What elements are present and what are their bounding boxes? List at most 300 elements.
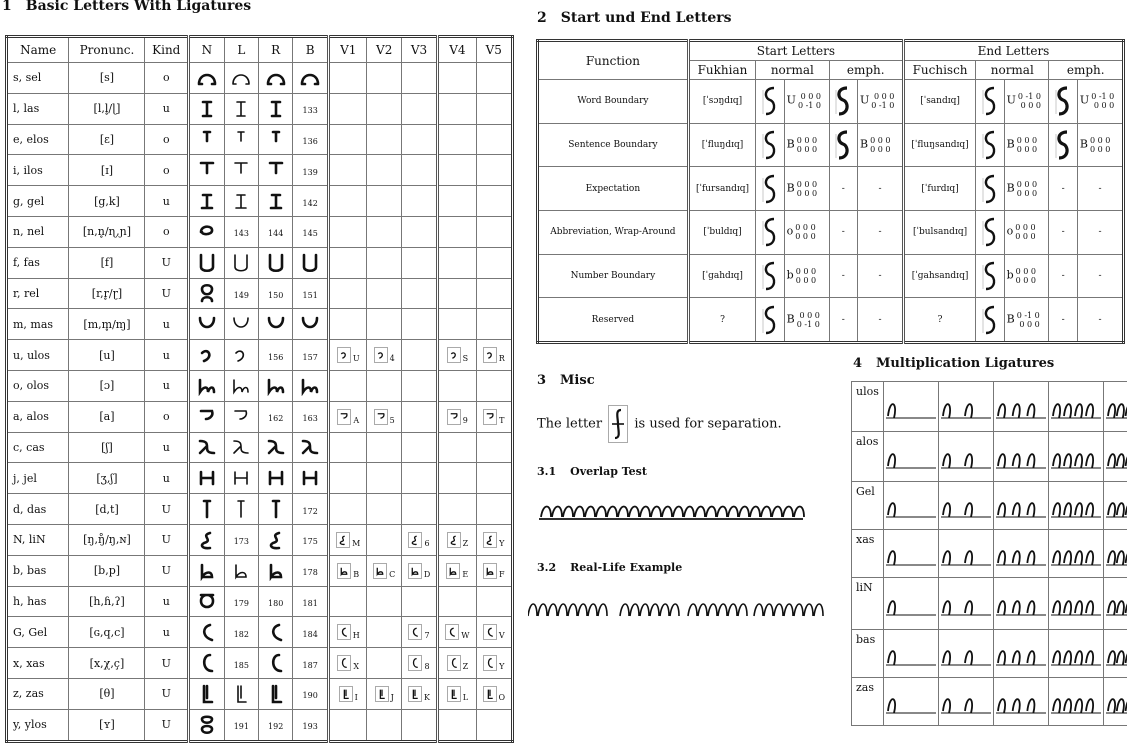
cell-v3 [401, 370, 437, 401]
cell-n [189, 401, 225, 432]
cell-v4 [438, 555, 476, 586]
kind: o [145, 155, 189, 186]
kind: U [145, 524, 189, 555]
cell-v4 [438, 216, 476, 247]
cell-r [259, 278, 293, 309]
table-row [7, 555, 513, 586]
script-glyph-icon [196, 622, 218, 642]
cell-n [189, 678, 225, 709]
ligature-glyph-icon [374, 347, 388, 363]
kind: u [145, 340, 189, 371]
cell-v5 [476, 648, 512, 679]
separator-letter-glyph [608, 405, 628, 443]
cell-b [293, 432, 329, 463]
table-row [7, 617, 513, 648]
ligature-cell [993, 482, 1048, 530]
cell-v1 [329, 93, 367, 124]
ligature-cell [1048, 482, 1103, 530]
script-glyph-icon [196, 499, 218, 519]
cell-b [293, 124, 329, 155]
end-normal-matrix [1004, 298, 1049, 343]
ligature-cell [1048, 382, 1103, 432]
pronunciation: [n,n̥/ɳ,ɲ] [69, 216, 145, 247]
cell-v2 [367, 432, 402, 463]
multiplication-glyph-icon [939, 388, 993, 426]
matrix-row: 0 -1 0 [796, 319, 820, 329]
ligature-code: 187 [302, 660, 318, 670]
cell-v1 [329, 586, 367, 617]
letter-name: g, gel [7, 186, 69, 217]
kind: U [145, 678, 189, 709]
letter-name: o, olos [7, 370, 69, 401]
section-3-2-title: 3.2 Real-Life Example [537, 561, 683, 574]
variant-code: 4 [389, 354, 395, 364]
col-header: Name [7, 37, 69, 63]
table-row [7, 678, 513, 709]
start-normal-matrix [784, 210, 829, 254]
script-glyph-icon [230, 191, 252, 211]
script-glyph-icon [265, 437, 287, 457]
script-glyph-icon [230, 561, 252, 581]
multiplication-glyph-icon [939, 535, 993, 573]
cell-b [293, 555, 329, 586]
cell-l [224, 63, 258, 94]
boundary-glyph-icon [980, 128, 1000, 162]
table-row [538, 80, 1124, 124]
cell-v5 [476, 463, 512, 494]
ligature-code: 191 [233, 722, 249, 732]
cell-v3 [401, 340, 437, 371]
cell-b [293, 309, 329, 340]
function-name: Number Boundary [538, 254, 689, 298]
col-header: V3 [401, 37, 437, 63]
cell-v1 [329, 648, 367, 679]
start-end-letters-table [536, 39, 1125, 344]
script-glyph-icon [265, 314, 287, 334]
script-glyph-icon [265, 160, 287, 180]
table-row [852, 432, 1127, 482]
cell-l [224, 494, 258, 525]
multiplication-glyph-icon [884, 585, 938, 623]
cell-v1 [329, 155, 367, 186]
variant-code: Z [462, 662, 469, 672]
letter-name: z, zas [7, 678, 69, 709]
pronunciation: [ʏ] [69, 709, 145, 741]
table-row [7, 155, 513, 186]
ligature-code: 142 [302, 198, 318, 208]
end-normal-glyph [976, 80, 1004, 124]
start-emph-glyph [829, 80, 857, 124]
code-letter: B [860, 137, 869, 151]
ligature-row-label: liN [852, 578, 884, 630]
boundary-glyph-icon [833, 128, 853, 162]
cell-v1 [329, 524, 367, 555]
cell-v4 [438, 494, 476, 525]
multiplication-glyph-icon [939, 585, 993, 623]
cell-b [293, 494, 329, 525]
fuchisch-word: ? [903, 298, 975, 343]
script-glyph-icon [230, 468, 252, 488]
cell-v3 [401, 463, 437, 494]
cell-v5 [476, 216, 512, 247]
script-glyph-icon [196, 653, 218, 673]
ligature-cell [938, 482, 993, 530]
end-emph-matrix: - [1077, 298, 1123, 343]
cell-n [189, 216, 225, 247]
real-life-example-glyphs [528, 592, 828, 628]
pronunciation: [ɢ,q,c] [69, 617, 145, 648]
script-glyph-icon [196, 283, 218, 303]
ligature-cell [1103, 678, 1127, 726]
cell-l [224, 432, 258, 463]
code-letter: U [786, 93, 796, 107]
code-letter: b [1006, 268, 1014, 282]
ligature-cell [883, 382, 938, 432]
script-glyph-icon [196, 129, 218, 149]
matrix-row: 0 0 0 [1090, 144, 1111, 154]
variant-code: D [423, 569, 431, 579]
table-row [7, 340, 513, 371]
letter-name: e, elos [7, 124, 69, 155]
variant-code: 7 [424, 631, 430, 641]
script-glyph-icon [196, 530, 218, 550]
section-3-1-title: 3.1 Overlap Test [537, 465, 647, 478]
letter-name: G, Gel [7, 617, 69, 648]
letter-name: n, nel [7, 216, 69, 247]
ligature-row-label: ulos [852, 382, 884, 432]
multiplication-glyph-icon [1049, 635, 1103, 673]
cell-v3 [401, 247, 437, 278]
ligature-cell [883, 630, 938, 678]
cell-v5 [476, 247, 512, 278]
cell-v1 [329, 278, 367, 309]
pronunciation: [l,l̥/ɭ] [69, 93, 145, 124]
function-name: Reserved [538, 298, 689, 343]
variant-code: E [462, 569, 469, 579]
cell-v5 [476, 401, 512, 432]
ligature-cell [1048, 678, 1103, 726]
ligature-cell [1103, 432, 1127, 482]
cell-v2 [367, 63, 402, 94]
end-normal-matrix [1004, 80, 1049, 124]
pronunciation: [ʒ,ʃ] [69, 463, 145, 494]
multiplication-glyph-icon [1104, 585, 1127, 623]
col-header: V5 [476, 37, 512, 63]
multiplication-glyph-icon [994, 635, 1048, 673]
cell-v1 [329, 309, 367, 340]
ligature-cell [993, 578, 1048, 630]
cell-l [224, 524, 258, 555]
end-emph-glyph [1049, 123, 1077, 167]
cell-b [293, 709, 329, 741]
matrix-row: 0 0 0 [799, 310, 820, 320]
ligature-glyph-icon [483, 624, 497, 640]
cell-v5 [476, 432, 512, 463]
matrix-row: 0 0 0 [1015, 266, 1036, 276]
table-row [538, 210, 1124, 254]
matrix-row: 0 0 0 [1016, 135, 1038, 145]
end-normal-matrix [1004, 254, 1049, 298]
pronunciation: [m,m̥/ɱ] [69, 309, 145, 340]
pronunciation: [ɪ] [69, 155, 145, 186]
col-header: Start Letters [688, 41, 903, 61]
ligature-glyph-icon [483, 686, 497, 702]
cell-r [259, 401, 293, 432]
cell-v5 [476, 278, 512, 309]
cell-v1 [329, 186, 367, 217]
boundary-glyph-icon [760, 128, 780, 162]
cell-r [259, 216, 293, 247]
table-row [7, 247, 513, 278]
cell-l [224, 186, 258, 217]
ligature-code: 179 [233, 598, 249, 608]
multiplication-glyph-icon [994, 438, 1048, 476]
multiplication-glyph-icon [884, 683, 938, 721]
end-emph-matrix: - [1077, 210, 1123, 254]
cell-l [224, 278, 258, 309]
cell-v4 [438, 370, 476, 401]
matrix-row: 0 0 0 [795, 275, 817, 285]
col-header: emph. [1049, 61, 1124, 80]
cell-v2 [367, 340, 402, 371]
variant-code: Y [499, 538, 505, 548]
code-letter: U [860, 93, 870, 107]
cell-l [224, 370, 258, 401]
cell-b [293, 278, 329, 309]
col-header: Pronunc. [69, 37, 145, 63]
ligature-cell [1103, 482, 1127, 530]
misc-separation-text: The letter is used for separation. [537, 405, 782, 443]
cell-v1 [329, 340, 367, 371]
cell-v5 [476, 186, 512, 217]
letter-name: f, fas [7, 247, 69, 278]
ligature-cell [938, 678, 993, 726]
fuchisch-word: [ˈfurdɪq] [903, 167, 975, 211]
kind: U [145, 278, 189, 309]
cell-v3 [401, 494, 437, 525]
cell-v2 [367, 278, 402, 309]
cell-v2 [367, 93, 402, 124]
letter-name: b, bas [7, 555, 69, 586]
fuchisch-word: [ˈbulsandɪq] [903, 210, 975, 254]
code-letter: U [1006, 93, 1016, 107]
cell-n [189, 463, 225, 494]
cell-r [259, 309, 293, 340]
script-glyph-icon [196, 345, 218, 365]
ligature-code: 162 [268, 414, 284, 424]
multiplication-glyph-icon [994, 487, 1048, 525]
ligature-code: 173 [233, 537, 249, 547]
script-glyph-icon [196, 191, 218, 211]
code-letter: B [1006, 312, 1015, 326]
ligature-glyph-icon [337, 347, 351, 363]
table-header-row [7, 37, 513, 63]
cell-v5 [476, 586, 512, 617]
cell-r [259, 155, 293, 186]
kind: U [145, 555, 189, 586]
pronunciation: [x,χ,ç] [69, 648, 145, 679]
start-emph-glyph [829, 123, 857, 167]
matrix-row: 0 0 0 [1093, 101, 1115, 111]
table-row [852, 482, 1127, 530]
cell-n [189, 524, 225, 555]
kind: U [145, 494, 189, 525]
matrix-row: 0 0 0 [795, 266, 817, 276]
ligature-cell [938, 382, 993, 432]
cell-v2 [367, 401, 402, 432]
ligature-cell [938, 530, 993, 578]
cell-v5 [476, 494, 512, 525]
cell-v4 [438, 709, 476, 741]
ligature-glyph-icon [447, 532, 461, 548]
cell-v4 [438, 432, 476, 463]
cell-v4 [438, 678, 476, 709]
pronunciation: [d,t] [69, 494, 145, 525]
cell-v3 [401, 678, 437, 709]
cell-v5 [476, 309, 512, 340]
ligature-code: 181 [302, 598, 318, 608]
cell-v4 [438, 124, 476, 155]
letter-name: l, las [7, 93, 69, 124]
cell-r [259, 63, 293, 94]
ligature-cell [993, 630, 1048, 678]
cell-v5 [476, 678, 512, 709]
cell-r [259, 124, 293, 155]
code-letter: B [1006, 137, 1015, 151]
cell-l [224, 216, 258, 247]
table-row [7, 309, 513, 340]
script-glyph-icon [265, 561, 287, 581]
table-row [7, 494, 513, 525]
script-glyph-icon [196, 715, 218, 735]
cell-v3 [401, 432, 437, 463]
cell-r [259, 678, 293, 709]
cell-v1 [329, 555, 367, 586]
cell-v4 [438, 401, 476, 432]
cell-v2 [367, 186, 402, 217]
start-normal-glyph [756, 210, 784, 254]
matrix-row: 0 0 0 [795, 232, 816, 242]
matrix-row: 0 0 0 [796, 135, 818, 145]
multiplication-glyph-icon [1049, 585, 1103, 623]
cell-v1 [329, 370, 367, 401]
multiplication-glyph-icon [994, 683, 1048, 721]
table-row [7, 278, 513, 309]
cell-n [189, 309, 225, 340]
cell-v2 [367, 124, 402, 155]
cell-l [224, 463, 258, 494]
matrix-row: 0 0 0 [795, 223, 816, 233]
multiplication-glyph-icon [1104, 535, 1127, 573]
start-normal-glyph [756, 167, 784, 211]
cell-v3 [401, 278, 437, 309]
cell-b [293, 247, 329, 278]
table-row [7, 370, 513, 401]
cell-r [259, 463, 293, 494]
pronunciation: [s] [69, 63, 145, 94]
ligature-code: 150 [268, 290, 284, 300]
table-row [7, 93, 513, 124]
letter-name: m, mas [7, 309, 69, 340]
fuchisch-word: [ˈgahsandɪq] [903, 254, 975, 298]
col-header: B [293, 37, 329, 63]
start-emph-glyph: - [829, 254, 857, 298]
matrix-row: 0 -1 0 [1091, 92, 1115, 102]
fukhian-word: ? [688, 298, 755, 343]
cell-v1 [329, 124, 367, 155]
script-glyph-icon [265, 653, 287, 673]
function-name: Abbreviation, Wrap-Around [538, 210, 689, 254]
ligature-code: 143 [233, 229, 249, 239]
start-normal-glyph [756, 254, 784, 298]
script-glyph-icon [230, 160, 252, 180]
table-row [538, 254, 1124, 298]
multiplication-glyph-icon [939, 487, 993, 525]
cell-l [224, 155, 258, 186]
script-glyph-icon [196, 160, 218, 180]
table-row [538, 167, 1124, 211]
variant-code: W [461, 631, 470, 641]
boundary-glyph-icon [980, 215, 1000, 249]
cell-v4 [438, 340, 476, 371]
basic-letters-table [5, 35, 514, 743]
start-normal-matrix [784, 254, 829, 298]
script-glyph-icon [196, 437, 218, 457]
multiplication-glyph-icon [884, 438, 938, 476]
multiplication-glyph-icon [1049, 438, 1103, 476]
ligature-glyph-icon [375, 686, 389, 702]
ligature-cell [993, 382, 1048, 432]
script-glyph-icon [265, 253, 287, 273]
pronunciation: [f] [69, 247, 145, 278]
cell-v2 [367, 555, 402, 586]
variant-code: A [353, 415, 360, 425]
cell-v2 [367, 709, 402, 741]
boundary-glyph-icon [980, 259, 1000, 293]
script-glyph-icon [299, 253, 321, 273]
script-glyph-icon [230, 314, 252, 334]
ligature-code: 156 [268, 352, 284, 362]
letter-name: h, has [7, 586, 69, 617]
variant-code: U [352, 354, 360, 364]
start-emph-matrix: - [858, 298, 904, 343]
ligature-row-label: alos [852, 432, 884, 482]
cell-v4 [438, 63, 476, 94]
kind: u [145, 93, 189, 124]
ligature-glyph-icon [337, 624, 351, 640]
start-normal-glyph [756, 298, 784, 343]
function-name: Word Boundary [538, 80, 689, 124]
ligature-cell [883, 678, 938, 726]
script-glyph-icon [196, 561, 218, 581]
letter-name: d, das [7, 494, 69, 525]
cell-v1 [329, 401, 367, 432]
kind: o [145, 401, 189, 432]
start-normal-matrix [784, 123, 829, 167]
col-header: N [189, 37, 225, 63]
matrix-row: 0 0 0 [1015, 232, 1036, 242]
matrix-row: 0 0 0 [800, 92, 822, 102]
table-header-row [538, 41, 1124, 61]
code-letter: B [786, 137, 795, 151]
boundary-glyph-icon [980, 172, 1000, 206]
ligature-cell [938, 432, 993, 482]
cell-v5 [476, 155, 512, 186]
cell-r [259, 524, 293, 555]
cell-v3 [401, 524, 437, 555]
ligature-glyph-icon [483, 347, 497, 363]
start-emph-glyph: - [829, 298, 857, 343]
